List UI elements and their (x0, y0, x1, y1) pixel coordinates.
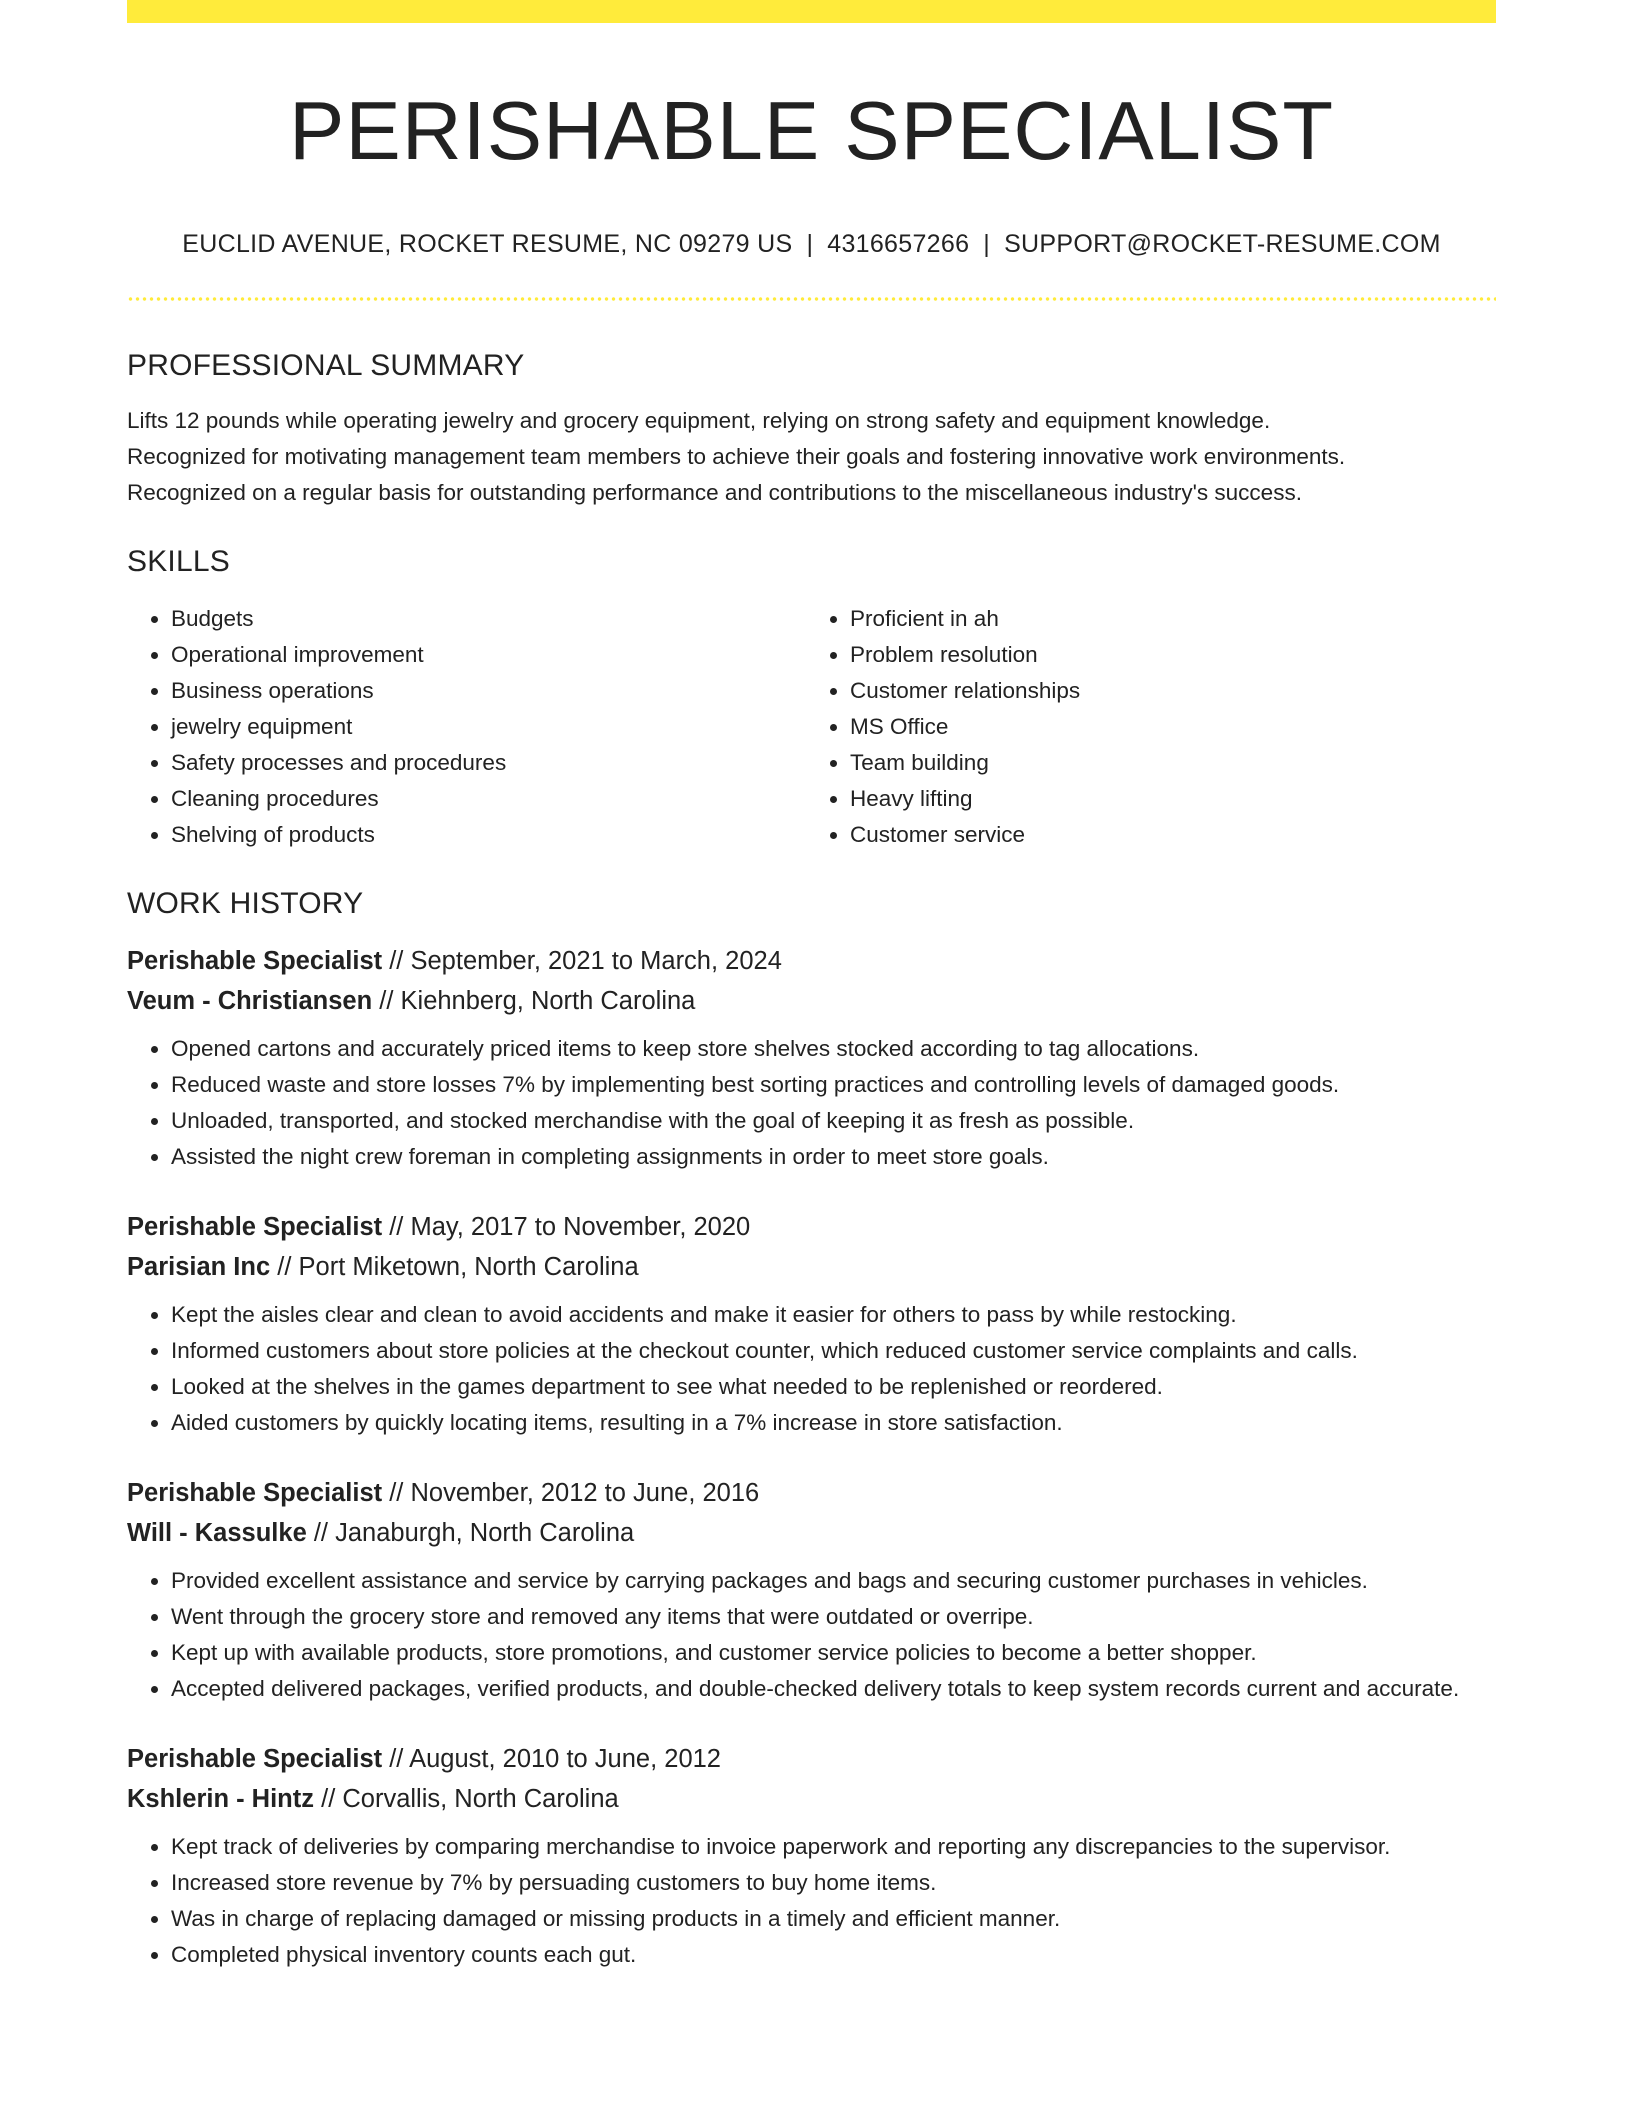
job-divider: // (389, 1745, 404, 1774)
skill-item: • Heavy lifting (850, 781, 1481, 817)
job-bullet: • Accepted delivered packages, verified products, and double-checked delivery totals to keep system records current and accurate. (171, 1671, 1496, 1707)
skill-item: • Operational improvement (171, 637, 802, 673)
job-divider: // (389, 947, 404, 976)
job-title-line (127, 1207, 1496, 1247)
job-dates: September, 2021 to March, 2024 (410, 947, 782, 976)
job-entry (127, 1473, 1496, 1707)
job-bullets (127, 1829, 1496, 1973)
job-bullet: • Provided excellent assistance and service by carrying packages and bags and securing customer purchases in vehicles. (171, 1563, 1496, 1599)
job-title: Perishable Specialist (127, 1745, 383, 1774)
job-company: Will - Kassulke (127, 1519, 307, 1548)
skill-item: • MS Office (850, 709, 1481, 745)
dotted-divider (127, 297, 1496, 301)
skills-column-right (802, 601, 1481, 853)
job-divider: // (321, 1785, 336, 1814)
work-history-heading: WORK HISTORY (127, 887, 364, 921)
skill-item: • Team building (850, 745, 1481, 781)
job-location: Corvallis, North Carolina (342, 1785, 619, 1814)
job-bullet: • Increased store revenue by 7% by persuading customers to buy home items. (171, 1865, 1496, 1901)
job-bullets (127, 1563, 1496, 1707)
job-bullet: • Aided customers by quickly locating items, resulting in a 7% increase in store satisfaction. (171, 1405, 1496, 1441)
job-bullet: • Looked at the shelves in the games department to see what needed to be replenished or reordered. (171, 1369, 1496, 1405)
job-bullet: • Was in charge of replacing damaged or missing products in a timely and efficient manner. (171, 1901, 1496, 1937)
job-title: Perishable Specialist (127, 947, 383, 976)
job-bullet: • Kept the aisles clear and clean to avoid accidents and make it easier for others to pass by while restocking. (171, 1297, 1496, 1333)
job-divider: // (277, 1253, 292, 1282)
job-dates: November, 2012 to June, 2016 (410, 1479, 760, 1508)
job-bullet: • Unloaded, transported, and stocked merchandise with the goal of keeping it as fresh as possible. (171, 1103, 1496, 1139)
summary-text (127, 403, 1496, 511)
job-dates: May, 2017 to November, 2020 (410, 1213, 751, 1242)
job-divider: // (313, 1519, 329, 1548)
job-company: Veum - Christiansen (127, 987, 373, 1016)
job-company-line (127, 981, 1496, 1021)
job-location: Kiehnberg, North Carolina (400, 987, 696, 1016)
skill-item: • Cleaning procedures (171, 781, 802, 817)
top-accent-bar (127, 0, 1496, 23)
job-location: Port Miketown, North Carolina (298, 1253, 639, 1282)
skill-item: • Customer service (850, 817, 1481, 853)
contact-line (127, 230, 1496, 259)
job-entry (127, 941, 1496, 1175)
summary-line: Recognized for motivating management team members to achieve their goals and fostering innovative work environments. (127, 444, 1346, 470)
resume-name: PERISHABLE SPECIALIST (288, 84, 1335, 177)
job-title-line (127, 941, 1496, 981)
job-location: Janaburgh, North Carolina (335, 1519, 635, 1548)
contact-phone: 4316657266 (827, 230, 970, 259)
skills-column-left (127, 601, 802, 853)
resume-page (127, 0, 1496, 1973)
job-company-line (127, 1513, 1496, 1553)
skills-heading: SKILLS (127, 545, 230, 579)
job-bullet: • Opened cartons and accurately priced items to keep store shelves stocked according to tag allocations. (171, 1031, 1496, 1067)
job-title: Perishable Specialist (127, 1479, 383, 1508)
job-title: Perishable Specialist (127, 1213, 383, 1242)
job-bullets (127, 1297, 1496, 1441)
job-bullet: • Assisted the night crew foreman in completing assignments in order to meet store goals. (171, 1139, 1496, 1175)
skill-item: • Customer relationships (850, 673, 1481, 709)
job-bullets (127, 1031, 1496, 1175)
contact-separator: | (806, 230, 814, 259)
job-divider: // (389, 1479, 404, 1508)
job-company-line (127, 1247, 1496, 1287)
job-divider: // (389, 1213, 404, 1242)
skills-list (127, 601, 1496, 853)
skill-item: • Budgets (171, 601, 802, 637)
job-company: Kshlerin - Hintz (127, 1785, 315, 1814)
skill-item: • Business operations (171, 673, 802, 709)
job-divider: // (379, 987, 394, 1016)
skill-item: • Safety processes and procedures (171, 745, 802, 781)
job-bullet: • Completed physical inventory counts each gut. (171, 1937, 1496, 1973)
job-bullet: • Informed customers about store policies at the checkout counter, which reduced customer service complaints and calls. (171, 1333, 1496, 1369)
job-dates: August, 2010 to June, 2012 (409, 1745, 721, 1774)
contact-separator: | (983, 230, 991, 259)
skill-item: • jewelry equipment (171, 709, 802, 745)
skill-item: • Proficient in ah (850, 601, 1481, 637)
job-bullet: • Reduced waste and store losses 7% by implementing best sorting practices and controlling levels of damaged goods. (171, 1067, 1496, 1103)
skill-item: • Shelving of products (171, 817, 802, 853)
summary-line: Lifts 12 pounds while operating jewelry and grocery equipment, relying on strong safety and equipment knowledge. (127, 408, 1271, 434)
job-bullet: • Kept up with available products, store promotions, and customer service policies to become a better shopper. (171, 1635, 1496, 1671)
job-title-line (127, 1739, 1496, 1779)
job-company: Parisian Inc (127, 1253, 271, 1282)
job-company-line (127, 1779, 1496, 1819)
job-entry (127, 1207, 1496, 1441)
job-bullet: • Kept track of deliveries by comparing merchandise to invoice paperwork and reporting any discrepancies to the supervisor. (171, 1829, 1496, 1865)
contact-address: EUCLID AVENUE, ROCKET RESUME, NC 09279 US (182, 230, 793, 259)
job-bullet: • Went through the grocery store and removed any items that were outdated or overripe. (171, 1599, 1496, 1635)
job-entry (127, 1739, 1496, 1973)
job-title-line (127, 1473, 1496, 1513)
skill-item: • Problem resolution (850, 637, 1481, 673)
contact-email: SUPPORT@ROCKET-RESUME.COM (1004, 230, 1441, 259)
summary-heading: PROFESSIONAL SUMMARY (127, 349, 525, 383)
summary-line: Recognized on a regular basis for outstanding performance and contributions to the miscellaneous industry's success. (127, 480, 1302, 506)
